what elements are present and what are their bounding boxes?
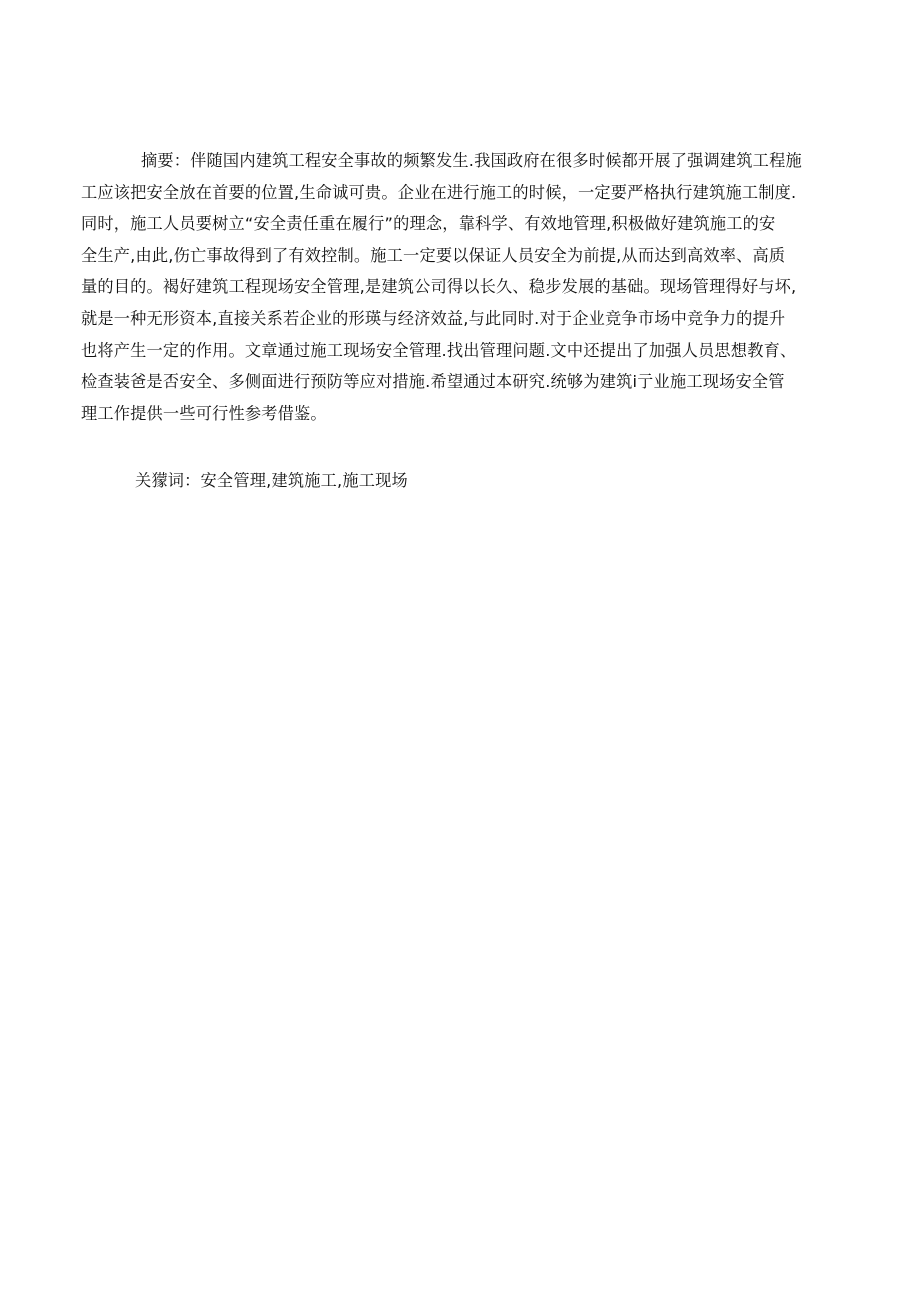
- keywords-line: 关獴词：安全管理,建筑施工,施工现场: [135, 471, 408, 490]
- abstract-line: 也将产生一定的作用。文章通过施工现场安全管理.找出管理问题.文中还提出了加强人员思想教育、: [81, 340, 797, 360]
- abstract-line: 就是一种无形资本,直接关系若企业的形瑛与经济效益,与此同时.对于企业竞争市场中竞争力的提升: [81, 308, 786, 328]
- abstract-line: 量的目的。褐好建筑工程现场安全管理,是建筑公司得以长久、稳步发展的基础。现场管理得好与坏,: [81, 277, 797, 297]
- abstract-line: 理工作提供一些可行性参考借鉴。: [81, 403, 327, 423]
- abstract-line: 工应该把安全放在首要的位置,生命诚可贵。企业在进行施工的时候，一定要严格执行建筑施工制度.: [81, 182, 797, 202]
- abstract-line: 摘要：伴随国内建筑工程安全事故的频繁发生.我国政府在很多时候都开展了强调建筑工程施: [141, 151, 802, 170]
- abstract-line: 检查装爸是否安全、多侧面进行预防等应对措施.希望通过本研究.统够为建筑i亍业施工现场安全管: [81, 372, 785, 392]
- abstract-line: 同时，施工人员要树立“安全责任重在履行”的理念，靠科学、有效地管理,积极做好建筑施工的安: [81, 214, 776, 234]
- abstract-paragraph: [81, 145, 841, 429]
- abstract-line: 全生产,由此,伤亡事故得到了有效控制。施工一定要以保证人员安全为前提,从而达到高效率、高质: [81, 245, 786, 265]
